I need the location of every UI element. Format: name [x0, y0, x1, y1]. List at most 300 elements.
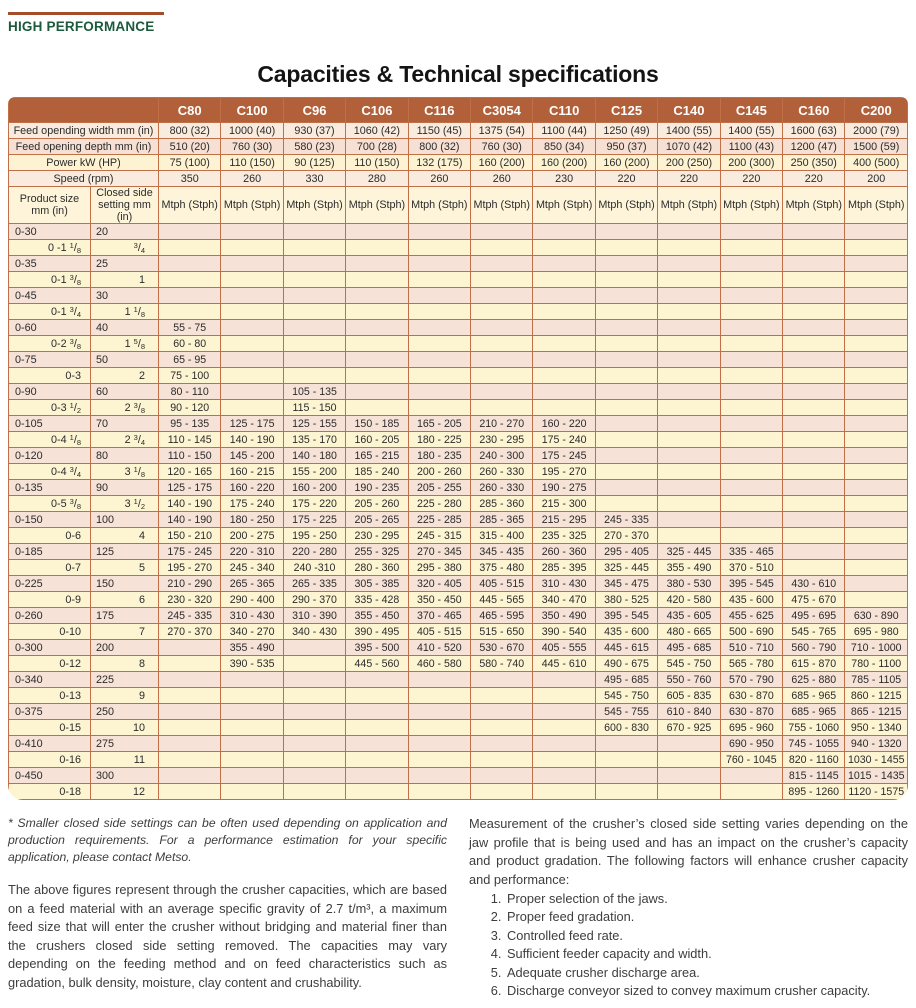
capacity-cell: 510 - 710: [720, 640, 782, 656]
product-size-cell: 0-135: [9, 480, 91, 496]
capacity-cell-na: [159, 288, 221, 304]
capacity-cell: 315 - 400: [471, 528, 533, 544]
capacity-unit-header: Mtph (Stph): [471, 187, 533, 224]
capacity-cell: 320 - 405: [408, 576, 470, 592]
capacity-cell: [658, 224, 720, 240]
capacity-cell: 125 - 175: [221, 416, 283, 432]
capacity-cell: [783, 224, 845, 240]
capacity-cell: 220 - 310: [221, 544, 283, 560]
spec-value-cell: 200 (250): [658, 155, 720, 171]
capacity-cell: 185 - 240: [346, 464, 408, 480]
capacity-cell: 230 - 295: [346, 528, 408, 544]
capacity-cell-na: [595, 464, 657, 480]
capacity-cell: [658, 304, 720, 320]
capacity-cell: [720, 224, 782, 240]
capacity-cell: [845, 544, 908, 560]
model-column-header: C125: [595, 98, 657, 123]
capacity-cell-na: [408, 368, 470, 384]
capacity-cell: 550 - 760: [658, 672, 720, 688]
capacity-cell: [533, 736, 595, 752]
closed-side-setting-cell: 30: [91, 288, 159, 304]
spec-value-cell: 330: [283, 171, 345, 187]
capacity-cell: 135 - 170: [283, 432, 345, 448]
capacity-cell: [595, 400, 657, 416]
capacity-cell: [221, 736, 283, 752]
closed-side-setting-cell: 8: [91, 656, 159, 672]
capacity-cell: 150 - 210: [159, 528, 221, 544]
capacity-unit-header: Mtph (Stph): [346, 187, 408, 224]
capacity-cell: 605 - 835: [658, 688, 720, 704]
capacity-cell: 695 - 980: [845, 624, 908, 640]
spec-value-cell: 160 (200): [471, 155, 533, 171]
capacity-cell: [471, 704, 533, 720]
product-size-cell: 0-340: [9, 672, 91, 688]
capacity-cell-na: [408, 352, 470, 368]
capacity-cell: [595, 784, 657, 800]
capacity-cell: 190 - 275: [533, 480, 595, 496]
capacity-cell: 1120 - 1575: [845, 784, 908, 800]
capacity-cell: [658, 288, 720, 304]
capacity-cell: [783, 272, 845, 288]
capacity-cell: [845, 560, 908, 576]
capacity-cell-na: [221, 368, 283, 384]
capacity-cell: [845, 224, 908, 240]
table-row: [9, 528, 908, 544]
capacity-cell: [471, 688, 533, 704]
closed-side-setting-cell: 2: [91, 368, 159, 384]
capacity-cell-na: [408, 320, 470, 336]
capacity-cell: 615 - 870: [783, 656, 845, 672]
capacity-cell: [658, 768, 720, 784]
closed-side-setting-cell: 6: [91, 592, 159, 608]
table-row: [9, 576, 908, 592]
capacity-cell: 175 - 240: [221, 496, 283, 512]
closed-side-setting-cell: 4: [91, 528, 159, 544]
spec-row: [9, 123, 908, 139]
capacity-cell: [783, 336, 845, 352]
capacity-cell: [221, 672, 283, 688]
spec-value-cell: 510 (20): [159, 139, 221, 155]
capacity-cell: 65 - 95: [159, 352, 221, 368]
capacity-cell: [408, 224, 470, 240]
capacity-cell: 220 - 280: [283, 544, 345, 560]
table-row: [9, 512, 908, 528]
capacity-cell: [720, 784, 782, 800]
capacity-cell: [283, 688, 345, 704]
capacity-cell: 180 - 225: [408, 432, 470, 448]
capacity-cell: 405 - 515: [408, 624, 470, 640]
capacity-cell: [595, 736, 657, 752]
capacity-cell-na: [845, 592, 908, 608]
capacity-cell: [658, 736, 720, 752]
capacity-cell: [720, 304, 782, 320]
capacity-cell: [720, 768, 782, 784]
capacity-cell: [159, 752, 221, 768]
product-size-cell: 0-2 $^3/_8$: [9, 336, 91, 352]
capacity-unit-header: Mtph (Stph): [783, 187, 845, 224]
closed-side-setting-cell: 1 $^5/_8$: [91, 336, 159, 352]
capacity-cell: [159, 672, 221, 688]
capacity-cell: 895 - 1260: [783, 784, 845, 800]
product-size-cell: 0 -1 $^1/_8$: [9, 240, 91, 256]
capacity-cell: 95 - 135: [159, 416, 221, 432]
capacity-cell: [658, 464, 720, 480]
capacity-cell: [346, 768, 408, 784]
spec-value-cell: 200: [845, 171, 908, 187]
capacity-cell: 180 - 235: [408, 448, 470, 464]
capacity-cell: [720, 464, 782, 480]
capacity-cell: [845, 416, 908, 432]
capacity-cell: 55 - 75: [159, 320, 221, 336]
capacity-cell: 780 - 1100: [845, 656, 908, 672]
capacity-cell: 120 - 165: [159, 464, 221, 480]
capacity-cell: [408, 272, 470, 288]
capacity-cell: [783, 416, 845, 432]
capacity-cell: 445 - 615: [595, 640, 657, 656]
capacity-cell: [845, 336, 908, 352]
capacity-cell: [783, 496, 845, 512]
capacity-cell: 570 - 790: [720, 672, 782, 688]
capacity-cell: 545 - 750: [658, 656, 720, 672]
capacity-cell: 395 - 545: [595, 608, 657, 624]
capacity-cell: [159, 720, 221, 736]
capacity-cell-na: [658, 480, 720, 496]
capacity-cell: 305 - 385: [346, 576, 408, 592]
spec-value-cell: 220: [595, 171, 657, 187]
table-row: [9, 288, 908, 304]
factor-item: 4. Sufficient feeder capacity and width.: [505, 945, 908, 963]
capacity-cell-na: [283, 336, 345, 352]
capacity-cell-na: [346, 352, 408, 368]
capacity-cell: [471, 784, 533, 800]
table-row: [9, 224, 908, 240]
product-size-cell: 0-6: [9, 528, 91, 544]
table-row: [9, 688, 908, 704]
capacity-cell: [408, 688, 470, 704]
capacity-cell: [658, 448, 720, 464]
capacity-cell: 745 - 1055: [783, 736, 845, 752]
spec-value-cell: 1500 (59): [845, 139, 908, 155]
table-row: [9, 304, 908, 320]
capacity-cell: 270 - 345: [408, 544, 470, 560]
model-column-header: C140: [658, 98, 720, 123]
capacity-cell: 395 - 545: [720, 576, 782, 592]
table-row: [9, 784, 908, 800]
capacity-cell: 200 - 260: [408, 464, 470, 480]
product-size-cell: 0-3 $^1/_2$: [9, 400, 91, 416]
capacity-cell-na: [471, 320, 533, 336]
closed-side-setting-cell: 9: [91, 688, 159, 704]
capacity-cell: 815 - 1145: [783, 768, 845, 784]
capacity-cell: 295 - 405: [595, 544, 657, 560]
capacity-cell: [159, 704, 221, 720]
capacity-cell: 230 - 295: [471, 432, 533, 448]
capacity-cell: [720, 256, 782, 272]
capacity-cell-na: [283, 272, 345, 288]
table-row: [9, 704, 908, 720]
capacity-cell: 785 - 1105: [845, 672, 908, 688]
spec-value-cell: 160 (200): [595, 155, 657, 171]
spec-value-cell: 220: [783, 171, 845, 187]
product-size-cell: 0-105: [9, 416, 91, 432]
model-header-row: [9, 98, 908, 123]
capacity-cell: 115 - 150: [283, 400, 345, 416]
capacity-cell: [221, 768, 283, 784]
product-size-cell: 0-18: [9, 784, 91, 800]
capacity-cell: [658, 752, 720, 768]
table-row: [9, 464, 908, 480]
capacity-cell: 180 - 250: [221, 512, 283, 528]
spec-value-cell: 230: [533, 171, 595, 187]
capacity-cell: 245 - 315: [408, 528, 470, 544]
capacity-cell: 480 - 665: [658, 624, 720, 640]
capacity-cell: [658, 256, 720, 272]
capacity-cell: [408, 752, 470, 768]
closed-side-setting-cell: 300: [91, 768, 159, 784]
capacity-cell: 435 - 605: [658, 608, 720, 624]
capacity-cell: 265 - 335: [283, 576, 345, 592]
capacity-cell-na: [471, 336, 533, 352]
capacity-cell: [595, 256, 657, 272]
capacity-cell: 310 - 390: [283, 608, 345, 624]
product-size-cell: 0-300: [9, 640, 91, 656]
capacity-cell: 630 - 870: [720, 688, 782, 704]
capacity-cell: [845, 496, 908, 512]
capacity-cell: [658, 336, 720, 352]
capacity-cell: 175 - 220: [283, 496, 345, 512]
spec-row: [9, 155, 908, 171]
capacity-disclaimer: The above figures represent through the crusher capacities, which are based on a feed material with an average specific gravity of 2.7 t/m³, a maximum feed size that will enter the crusher without bridging and material finer than the crushers closed side setting removed. The capacities may vary depending on the feeding method and on feed characteristics such as gradation, bulk density, moisture, clay content and crushability.: [8, 882, 447, 990]
capacity-cell: 125 - 175: [159, 480, 221, 496]
capacity-cell: [595, 240, 657, 256]
capacity-cell: 340 - 430: [283, 624, 345, 640]
capacity-cell: [845, 320, 908, 336]
spec-value-cell: 220: [720, 171, 782, 187]
product-size-cell: 0-410: [9, 736, 91, 752]
spec-value-cell: 1100 (44): [533, 123, 595, 139]
capacity-cell-na: [221, 384, 283, 400]
capacity-cell-na: [346, 304, 408, 320]
table-row: [9, 320, 908, 336]
capacity-cell-na: [159, 256, 221, 272]
table-row: [9, 672, 908, 688]
spec-value-cell: 90 (125): [283, 155, 345, 171]
capacity-cell: [595, 272, 657, 288]
capacity-cell: [533, 272, 595, 288]
capacity-cell: [658, 368, 720, 384]
capacity-cell-na: [408, 400, 470, 416]
page-title: Capacities & Technical specifications: [257, 61, 659, 87]
capacity-cell: [783, 352, 845, 368]
capacity-cell: 495 - 695: [783, 608, 845, 624]
capacity-cell: [221, 720, 283, 736]
capacity-cell-na: [533, 352, 595, 368]
capacity-cell: [221, 688, 283, 704]
model-column-header: C200: [845, 98, 908, 123]
capacity-cell: 630 - 890: [845, 608, 908, 624]
capacity-cell: 80 - 110: [159, 384, 221, 400]
capacity-cell: 270 - 370: [159, 624, 221, 640]
capacity-cell: [159, 656, 221, 672]
capacity-cell: [408, 672, 470, 688]
product-size-cell: 0-1 $^3/_8$: [9, 272, 91, 288]
factor-item: 1. Proper selection of the jaws.: [505, 890, 908, 908]
capacity-cell: 610 - 840: [658, 704, 720, 720]
capacity-cell-na: [595, 480, 657, 496]
capacity-cell: 370 - 510: [720, 560, 782, 576]
capacity-cell: [533, 240, 595, 256]
capacity-cell: 245 - 335: [595, 512, 657, 528]
capacity-cell-na: [159, 240, 221, 256]
capacity-cell-na: [845, 576, 908, 592]
capacity-cell: [221, 704, 283, 720]
closed-side-setting-cell: 12: [91, 784, 159, 800]
capacity-cell: [533, 752, 595, 768]
spec-value-cell: 950 (37): [595, 139, 657, 155]
capacity-cell: [471, 736, 533, 752]
capacity-cell: 205 - 260: [346, 496, 408, 512]
product-size-cell: 0-260: [9, 608, 91, 624]
capacity-cell: [595, 384, 657, 400]
capacity-cell: 565 - 780: [720, 656, 782, 672]
product-size-cell: 0-1 $^3/_4$: [9, 304, 91, 320]
capacity-cell: [283, 704, 345, 720]
capacity-cell: [595, 416, 657, 432]
capacity-cell: [471, 768, 533, 784]
capacity-cell: 235 - 325: [533, 528, 595, 544]
capacity-cell: [471, 256, 533, 272]
product-size-cell: 0-4 $^3/_4$: [9, 464, 91, 480]
capacity-cell: 1015 - 1435: [845, 768, 908, 784]
capacity-cell: [595, 320, 657, 336]
capacity-cell: 140 - 190: [221, 432, 283, 448]
capacity-cell: [471, 240, 533, 256]
capacity-cell: 435 - 600: [720, 592, 782, 608]
capacity-cell: [283, 240, 345, 256]
capacity-cell: 230 - 320: [159, 592, 221, 608]
capacity-cell: 195 - 270: [159, 560, 221, 576]
capacities-table: [8, 97, 908, 800]
capacity-cell: 165 - 215: [346, 448, 408, 464]
spec-value-cell: 1150 (45): [408, 123, 470, 139]
capacity-cell: 340 - 270: [221, 624, 283, 640]
spec-value-cell: 1375 (54): [471, 123, 533, 139]
spec-row-label: Feed opening depth mm (in): [9, 139, 159, 155]
factor-item: 3. Controlled feed rate.: [505, 927, 908, 945]
table-row: [9, 560, 908, 576]
product-size-cell: 0-9: [9, 592, 91, 608]
capacity-cell: 395 - 500: [346, 640, 408, 656]
spec-value-cell: 350: [159, 171, 221, 187]
capacity-cell: 355 - 490: [221, 640, 283, 656]
capacity-cell: [533, 720, 595, 736]
capacity-cell: [471, 224, 533, 240]
capacity-cell: 760 - 1045: [720, 752, 782, 768]
capacity-cell: [595, 432, 657, 448]
capacity-cell: 755 - 1060: [783, 720, 845, 736]
capacity-cell-na: [346, 288, 408, 304]
capacity-cell: [783, 256, 845, 272]
capacity-cell: 140 - 180: [283, 448, 345, 464]
capacity-cell: [533, 288, 595, 304]
capacity-cell: [845, 448, 908, 464]
closed-side-setting-header: Closed side setting mm (in): [91, 187, 159, 224]
capacity-cell: [346, 240, 408, 256]
product-size-cell: 0-45: [9, 288, 91, 304]
capacity-cell: [658, 384, 720, 400]
table-row: [9, 400, 908, 416]
capacity-cell: [720, 320, 782, 336]
closed-side-setting-cell: 150: [91, 576, 159, 592]
capacity-cell: [471, 720, 533, 736]
capacity-cell: 545 - 755: [595, 704, 657, 720]
spec-row-label: Power kW (HP): [9, 155, 159, 171]
product-size-cell: 0-225: [9, 576, 91, 592]
capacity-cell: 150 - 185: [346, 416, 408, 432]
capacity-cell: [346, 720, 408, 736]
spec-value-cell: 200 (300): [720, 155, 782, 171]
spec-value-cell: 110 (150): [221, 155, 283, 171]
capacity-cell: 455 - 625: [720, 608, 782, 624]
capacity-cell: 495 - 685: [595, 672, 657, 688]
footer-right-column: [469, 815, 908, 1000]
capacity-cell: 140 - 190: [159, 512, 221, 528]
capacity-cell: [845, 512, 908, 528]
model-column-header: C145: [720, 98, 782, 123]
capacity-cell: [845, 432, 908, 448]
capacity-cell: 495 - 685: [658, 640, 720, 656]
capacity-cell: [658, 272, 720, 288]
capacity-cell: 345 - 435: [471, 544, 533, 560]
capacity-cell: [283, 752, 345, 768]
capacity-cell: 350 - 450: [408, 592, 470, 608]
capacity-cell: [783, 432, 845, 448]
product-size-cell: 0-185: [9, 544, 91, 560]
capacity-cell: 110 - 145: [159, 432, 221, 448]
spec-value-cell: 250 (350): [783, 155, 845, 171]
product-size-cell: 0-450: [9, 768, 91, 784]
capacity-cell: [783, 400, 845, 416]
spec-value-cell: 400 (500): [845, 155, 908, 171]
product-size-cell: 0-150: [9, 512, 91, 528]
capacity-cell: 685 - 965: [783, 688, 845, 704]
capacity-cell: 125 - 155: [283, 416, 345, 432]
spec-value-cell: 160 (200): [533, 155, 595, 171]
capacity-cell: [658, 320, 720, 336]
capacity-cell-na: [283, 256, 345, 272]
capacity-cell: 560 - 790: [783, 640, 845, 656]
capacity-cell-na: [221, 320, 283, 336]
capacity-cell: [159, 688, 221, 704]
capacity-cell: [783, 448, 845, 464]
table-row: [9, 480, 908, 496]
capacity-cell: [283, 640, 345, 656]
capacity-cell: [845, 528, 908, 544]
factor-item: 2. Proper feed gradation.: [505, 908, 908, 926]
capacity-cell: [283, 672, 345, 688]
model-column-header: C80: [159, 98, 221, 123]
capacity-cell: [533, 672, 595, 688]
high-performance-label: HIGH PERFORMANCE: [8, 19, 155, 34]
capacity-cell: 165 - 205: [408, 416, 470, 432]
table-row: [9, 736, 908, 752]
capacity-cell-na: [283, 352, 345, 368]
model-column-header: C116: [408, 98, 470, 123]
capacity-cell: [720, 384, 782, 400]
spec-value-cell: 1400 (55): [720, 123, 782, 139]
capacity-cell: [221, 256, 283, 272]
capacity-cell: [595, 224, 657, 240]
